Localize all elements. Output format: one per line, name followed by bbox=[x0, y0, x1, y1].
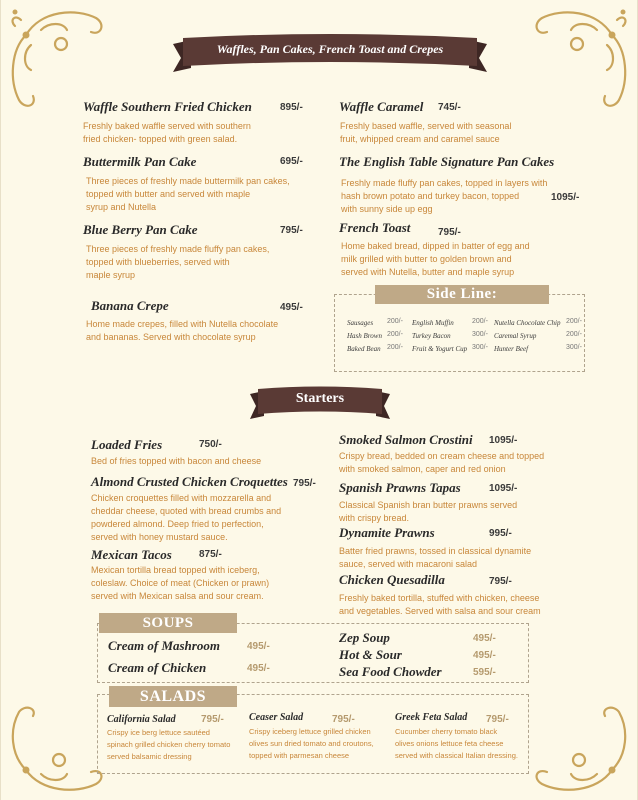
side-item-price: 200/- bbox=[566, 331, 582, 338]
soup-name: Cream of Mashroom bbox=[108, 638, 220, 653]
item-desc: Freshly baked waffle served with southern fried chicken- topped with green salad. bbox=[83, 121, 251, 144]
item-desc: Three pieces of freshly made fluffy pan cakes, topped with blueberries, served with maple syrup bbox=[86, 244, 270, 280]
item-desc: Chicken croquettes filled with mozzarella and cheddar cheese, quoted with bread crumbs and powdered almond. Deep fried to perfection, served with honey mustard sauce. bbox=[91, 493, 282, 542]
item-name: Smoked Salmon Crostini bbox=[339, 432, 473, 447]
soup-name: Cream of Chicken bbox=[108, 660, 207, 675]
side-item-price: 200/- bbox=[387, 318, 403, 325]
item-price: 750/- bbox=[199, 439, 222, 450]
side-item-price: 300/- bbox=[566, 344, 582, 351]
item-name: Mexican Tacos bbox=[91, 547, 172, 562]
salad-name: California Salad bbox=[107, 714, 176, 725]
title-ribbon-text: Waffles, Pan Cakes, French Toast and Crepes bbox=[216, 42, 444, 56]
side-item-name: Baked Bean bbox=[347, 345, 381, 353]
side-item-name: Sausages bbox=[347, 319, 374, 327]
item-desc: Freshly baked tortilla, stuffed with chicken, cheese and vegetables. Served with salsa and sour cream bbox=[339, 593, 541, 616]
side-item-price: 200/- bbox=[387, 331, 403, 338]
item-name: Dynamite Prawns bbox=[339, 525, 435, 540]
item-name: Blue Berry Pan Cake bbox=[83, 222, 198, 237]
soup-name: Hot & Sour bbox=[339, 647, 402, 662]
bottom-left-ornament-icon bbox=[1, 700, 111, 800]
starters-title: Starters bbox=[295, 391, 345, 406]
salad-name: Greek Feta Salad bbox=[395, 712, 468, 723]
item-price: 795/- bbox=[293, 478, 316, 489]
top-right-ornament-icon bbox=[527, 0, 637, 120]
side-item-name: Hunter Beef bbox=[494, 345, 529, 353]
side-item-price: 200/- bbox=[566, 318, 582, 325]
bottom-right-ornament-icon bbox=[527, 700, 637, 800]
item-desc: Freshly made fluffy pan cakes, topped in layers with hash brown potato and turkey bacon, topped with sunny side up egg bbox=[341, 178, 548, 214]
item-name: Waffle Caramel bbox=[339, 99, 424, 114]
item-name: Chicken Quesadilla bbox=[339, 572, 445, 587]
soup-price: 495/- bbox=[247, 663, 270, 674]
salad-desc: Cucumber cherry tomato black olives onions lettuce feta cheese served with classical Italian dressing. bbox=[395, 727, 518, 760]
item-name: Waffle Southern Fried Chicken bbox=[83, 99, 252, 114]
item-desc: Batter fried prawns, tossed in classical dynamite sauce, served with macaroni salad bbox=[339, 546, 532, 569]
side-item-price: 200/- bbox=[387, 344, 403, 351]
side-item-name: Nutella Chocolate Chip bbox=[494, 319, 561, 327]
item-desc: Home made crepes, filled with Nutella chocolate and bananas. Served with chocolate syrup bbox=[86, 319, 279, 342]
soup-name: Zep Soup bbox=[339, 630, 390, 645]
soups-title: SOUPS bbox=[99, 613, 237, 633]
soup-name: Sea Food Chowder bbox=[339, 664, 442, 679]
item-price: 895/- bbox=[280, 102, 303, 113]
item-price: 1095/- bbox=[551, 192, 580, 203]
item-desc: Three pieces of freshly made buttermilk pan cakes, topped with butter and served with maple syrup and Nutella bbox=[86, 176, 290, 212]
side-item-name: Caremal Syrup bbox=[494, 332, 537, 340]
side-line-title: Side Line: bbox=[375, 285, 549, 304]
salad-desc: Crispy ice berg lettuce sautéed spinach grilled chicken cherry tomato served balsamic dressing bbox=[107, 728, 231, 761]
side-item-price: 300/- bbox=[472, 344, 488, 351]
item-desc: Home baked bread, dipped in batter of egg and milk grilled with butter to golden brown and served with Nutella, butter and maple syrup bbox=[341, 241, 530, 277]
salad-price: 795/- bbox=[486, 714, 509, 725]
item-name: Banana Crepe bbox=[91, 298, 169, 313]
item-price: 745/- bbox=[438, 102, 461, 113]
side-item-price: 200/- bbox=[472, 318, 488, 325]
item-price: 795/- bbox=[280, 225, 303, 236]
item-name: The English Table Signature Pan Cakes bbox=[339, 154, 555, 169]
side-item-name: English Muffin bbox=[412, 319, 454, 327]
item-price: 995/- bbox=[489, 528, 512, 539]
item-price: 875/- bbox=[199, 549, 222, 560]
item-name: Spanish Prawns Tapas bbox=[339, 480, 461, 495]
side-item-name: Hash Brown bbox=[347, 332, 382, 340]
soup-price: 495/- bbox=[247, 641, 270, 652]
item-name: Buttermilk Pan Cake bbox=[83, 154, 197, 169]
soup-price: 595/- bbox=[473, 667, 496, 678]
item-name: Loaded Fries bbox=[91, 437, 163, 452]
soup-price: 495/- bbox=[473, 633, 496, 644]
item-price: 495/- bbox=[280, 302, 303, 313]
salad-price: 795/- bbox=[201, 714, 224, 725]
item-price: 1095/- bbox=[489, 483, 518, 494]
item-price: 795/- bbox=[438, 227, 461, 238]
item-desc: Mexican tortilla bread topped with iceberg, coleslaw. Choice of meat (Chicken or prawn) served with Mexican salsa and sour cream. bbox=[91, 565, 270, 601]
item-price: 695/- bbox=[280, 156, 303, 167]
salad-price: 795/- bbox=[332, 714, 355, 725]
side-item-price: 300/- bbox=[472, 331, 488, 338]
side-item-name: Fruit & Yogurt Cup bbox=[412, 345, 468, 353]
salad-name: Ceaser Salad bbox=[249, 712, 304, 723]
item-price: 1095/- bbox=[489, 435, 518, 446]
item-price: 795/- bbox=[489, 576, 512, 587]
item-desc: Freshly based waffle, served with seasonal fruit, whipped cream and caramel sauce bbox=[340, 121, 512, 144]
salads-title: SALADS bbox=[109, 686, 237, 707]
item-desc: Crispy bread, bedded on cream cheese and topped with smoked salmon, caper and red onion bbox=[339, 451, 545, 474]
item-name: French Toast bbox=[339, 220, 411, 235]
salad-desc: Crispy iceberg lettuce grilled chicken olives sun dried tomato and croutons, topped with parmesan cheese bbox=[249, 727, 374, 760]
item-desc: Classical Spanish bran butter prawns served with crispy bread. bbox=[339, 500, 518, 523]
item-desc: Bed of fries topped with bacon and cheese bbox=[91, 456, 262, 466]
item-name: Almond Crusted Chicken Croquettes bbox=[91, 474, 288, 489]
soup-price: 495/- bbox=[473, 650, 496, 661]
side-item-name: Turkey Bacon bbox=[412, 332, 451, 340]
